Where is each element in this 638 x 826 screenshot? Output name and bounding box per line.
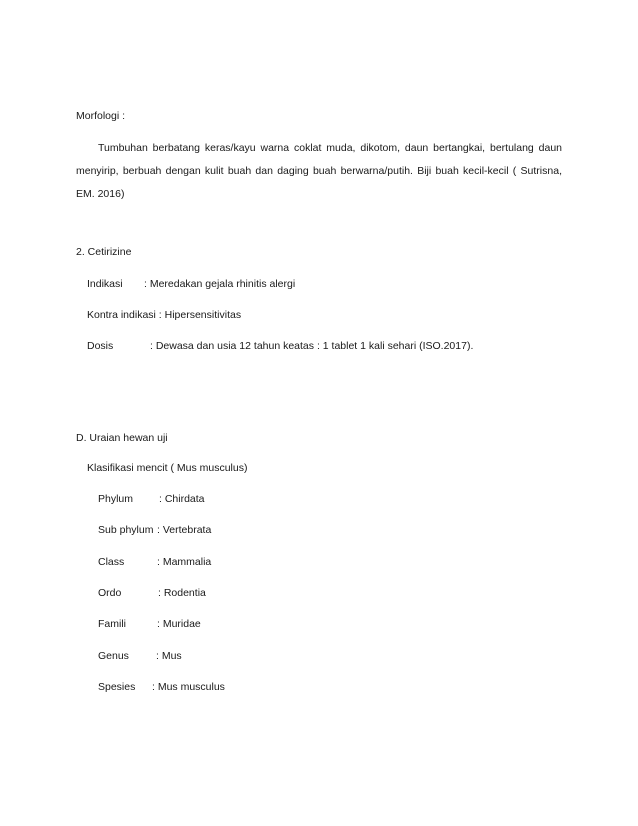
taxonomy-row-genus — [98, 649, 182, 663]
row-label: Class — [98, 556, 125, 568]
row-value: : Mammalia — [157, 556, 212, 568]
taxonomy-row-class — [98, 555, 211, 569]
cetirizine-row-kontra-indikasi — [87, 308, 241, 322]
row-value: : Rodentia — [158, 587, 206, 599]
morfologi-heading: Morfologi : — [76, 110, 126, 122]
hewan-uji-subheading: Klasifikasi mencit ( Mus musculus) — [87, 462, 248, 474]
row-value: : Dewasa dan usia 12 tahun keatas : 1 tablet 1 kali sehari (ISO.2017). — [150, 340, 474, 352]
cetirizine-row-indikasi — [87, 277, 295, 291]
row-value: : Meredakan gejala rhinitis alergi — [144, 278, 296, 290]
taxonomy-row-ordo — [98, 586, 206, 600]
row-label: Spesies — [98, 681, 136, 693]
cetirizine-heading: 2. Cetirizine — [76, 246, 132, 258]
taxonomy-row-sub-phylum — [98, 523, 211, 537]
cetirizine-row-dosis — [87, 339, 473, 353]
row-label: Genus — [98, 650, 129, 662]
hewan-uji-heading: D. Uraian hewan uji — [76, 432, 168, 444]
row-value: : Muridae — [157, 618, 201, 630]
row-label: Phylum — [98, 493, 134, 505]
row-label: Famili — [98, 618, 126, 630]
row-value: : Chirdata — [159, 493, 205, 505]
row-label: Kontra indikasi — [87, 309, 156, 321]
row-label: Sub phylum — [98, 524, 154, 536]
taxonomy-row-spesies — [98, 680, 225, 694]
row-label: Ordo — [98, 587, 122, 599]
taxonomy-row-famili — [98, 617, 201, 631]
row-value: : Vertebrata — [157, 524, 212, 536]
morfologi-paragraph: Tumbuhan berbatang keras/kayu warna coklat muda, dikotom, daun bertangkai, bertulang daun menyirip, berbuah dengan kulit buah dan daging buah berwarna/putih. Biji buah kecil-kecil ( Sutrisna, EM. 2016) — [76, 142, 562, 200]
row-value: : Mus musculus — [152, 681, 225, 693]
taxonomy-row-phylum — [98, 492, 205, 506]
row-value: : Mus — [156, 650, 182, 662]
row-value: : Hipersensitivitas — [158, 309, 242, 321]
row-label: Dosis — [87, 340, 114, 352]
row-label: Indikasi — [87, 278, 123, 290]
